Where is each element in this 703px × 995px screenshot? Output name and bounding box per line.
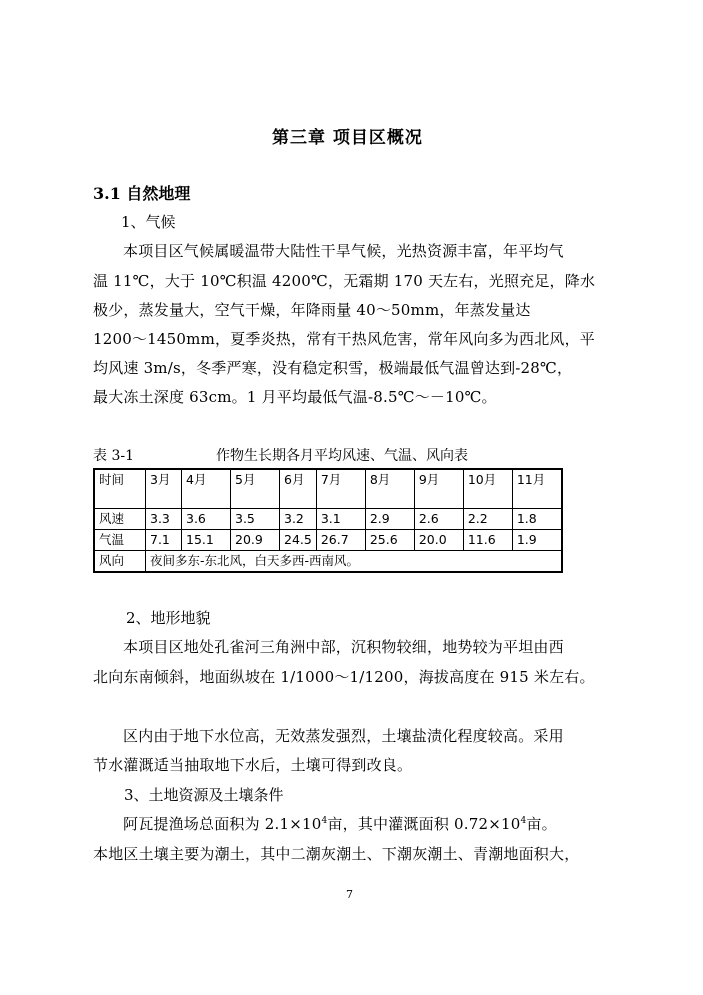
terrain-line: 区内由于地下水位高，无效蒸发强烈，土壤盐渍化程度较高。采用 [123, 727, 564, 745]
table-cell: 2.6 [414, 509, 463, 530]
climate-line: 温 11℃，大于 10℃积温 4200℃，无霜期 170 天左右，光照充足，降水 [93, 272, 596, 290]
climate-line: 最大冻土深度 63cm。1 月平均最低气温-8.5℃～－10℃。 [93, 388, 497, 406]
page-number: 7 [346, 888, 353, 901]
table-cell: 3.3 [146, 509, 182, 530]
table-cell: 11.6 [463, 530, 512, 551]
table-header-cell: 10月 [463, 469, 512, 509]
table-header-cell: 7月 [316, 469, 365, 509]
table-header-cell: 9月 [414, 469, 463, 509]
table-header-row [94, 469, 562, 509]
table-header-cell: 4月 [182, 469, 231, 509]
table-header-cell: 3月 [146, 469, 182, 509]
terrain-line: 节水灌溉适当抽取地下水后，土壤可得到改良。 [93, 756, 413, 774]
table-cell: 2.9 [365, 509, 414, 530]
climate-heading: 1、气候 [121, 213, 176, 231]
table-cell: 夜间多东-东北风，白天多西-西南风。 [146, 551, 562, 573]
superscript: 4 [321, 816, 328, 826]
table-cell: 20.0 [414, 530, 463, 551]
table-cell: 3.6 [182, 509, 231, 530]
table-cell: 24.5 [280, 530, 317, 551]
climate-line: 本项目区气候属暖温带大陆性干旱气候，光热资源丰富，年平均气 [123, 242, 564, 260]
row-label: 气温 [94, 530, 146, 551]
climate-line: 极少，蒸发量大，空气干燥，年降雨量 40～50mm，年蒸发量达 [93, 301, 531, 319]
climate-line: 1200～1450mm，夏季炎热，常有干热风危害，常年风向多为西北风，平 [93, 330, 595, 348]
row-label: 风速 [94, 509, 146, 530]
land-line-part: 亩，其中灌溉面积 0.72×10 [327, 815, 521, 833]
table-row [94, 551, 562, 573]
table-cell: 7.1 [146, 530, 182, 551]
table-header-cell: 6月 [280, 469, 317, 509]
table-cell: 15.1 [182, 530, 231, 551]
table-header-cell: 11月 [512, 469, 562, 509]
section-title: 3.1 自然地理 [93, 184, 191, 203]
climate-line: 均风速 3m/s，冬季严寒，没有稳定积雪，极端最低气温曾达到-28℃， [93, 359, 573, 377]
table-row [94, 530, 562, 551]
table-cell: 1.8 [512, 509, 562, 530]
table-cell: 1.9 [512, 530, 562, 551]
table-header-cell: 时间 [94, 469, 146, 509]
table-cell: 20.9 [231, 530, 280, 551]
superscript: 4 [520, 816, 527, 826]
table-cell: 3.1 [316, 509, 365, 530]
table-cell: 25.6 [365, 530, 414, 551]
terrain-line: 本项目区地处孔雀河三角洲中部，沉积物较细，地势较为平坦由西 [123, 638, 564, 656]
climate-table [93, 468, 563, 573]
chapter-title: 第三章 项目区概况 [272, 128, 423, 148]
land-line [123, 813, 557, 834]
table-label: 表 3-1 [93, 448, 134, 464]
table-row [94, 509, 562, 530]
table-cell: 3.5 [231, 509, 280, 530]
table-cell: 26.7 [316, 530, 365, 551]
terrain-line: 北向东南倾斜，地面纵坡在 1/1000～1/1200，海拔高度在 915 米左右。 [93, 668, 595, 686]
land-line-part: 阿瓦提渔场总面积为 2.1×10 [123, 815, 322, 833]
land-line-part: 亩。 [526, 815, 557, 833]
land-line: 本地区土壤主要为潮土，其中二潮灰潮土、下潮灰潮土、青潮地面积大， [93, 845, 580, 863]
row-label: 风向 [94, 551, 146, 573]
table-title: 作物生长期各月平均风速、气温、风向表 [216, 448, 468, 464]
land-heading: 3、土地资源及土壤条件 [124, 786, 284, 804]
table-caption [93, 445, 468, 465]
table-cell: 2.2 [463, 509, 512, 530]
table-cell: 3.2 [280, 509, 317, 530]
table-header-cell: 8月 [365, 469, 414, 509]
terrain-heading: 2、地形地貌 [126, 609, 211, 627]
table-header-cell: 5月 [231, 469, 280, 509]
